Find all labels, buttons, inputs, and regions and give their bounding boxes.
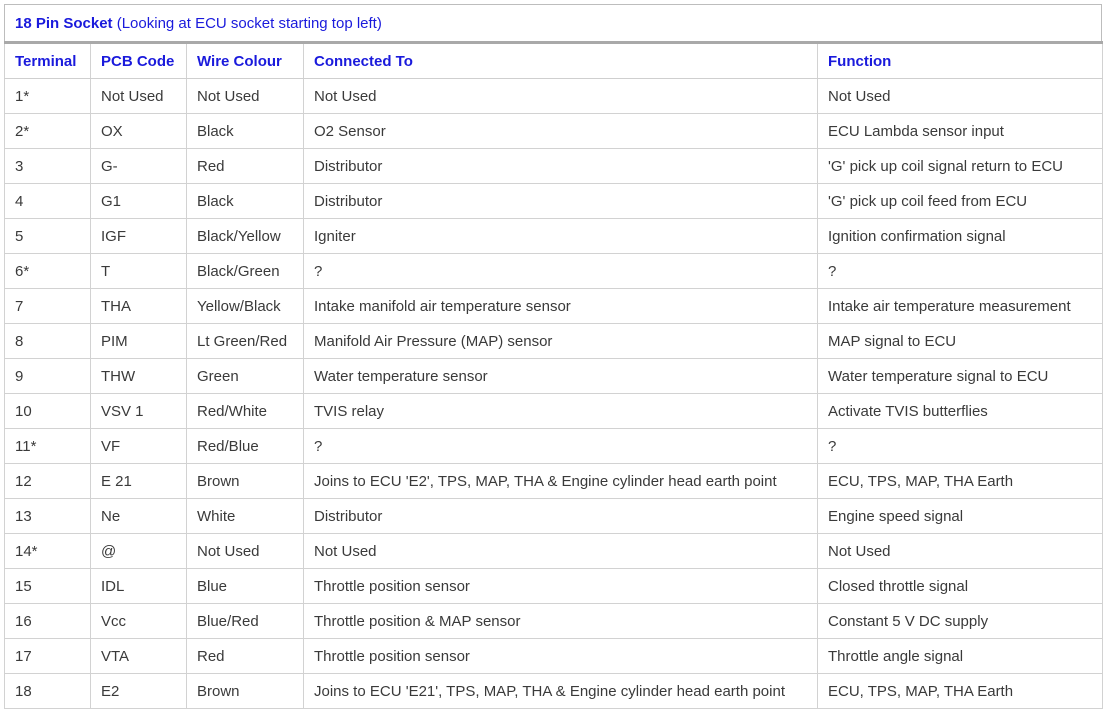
terminal-cell: 14*	[5, 534, 91, 569]
table-row	[5, 429, 1103, 464]
connected-to-cell: Igniter	[304, 219, 818, 254]
function-cell: Not Used	[818, 534, 1103, 569]
connected-to-cell: Not Used	[304, 534, 818, 569]
connected-to-cell: Intake manifold air temperature sensor	[304, 289, 818, 324]
pcb-code-cell: IGF	[91, 219, 187, 254]
pcb-code-cell: Vcc	[91, 604, 187, 639]
pinout-table	[4, 41, 1103, 709]
pcb-code-cell: Ne	[91, 499, 187, 534]
function-cell: ECU, TPS, MAP, THA Earth	[818, 674, 1103, 709]
wire-colour-cell: Red/Blue	[187, 429, 304, 464]
terminal-cell: 15	[5, 569, 91, 604]
pcb-code-cell: OX	[91, 114, 187, 149]
table-row	[5, 359, 1103, 394]
table-row	[5, 394, 1103, 429]
function-cell: Closed throttle signal	[818, 569, 1103, 604]
connected-to-cell: ?	[304, 429, 818, 464]
pcb-code-cell: G-	[91, 149, 187, 184]
pcb-code-cell: Not Used	[91, 79, 187, 114]
table-row	[5, 604, 1103, 639]
table-row	[5, 639, 1103, 674]
connected-to-cell: TVIS relay	[304, 394, 818, 429]
connected-to-cell: Distributor	[304, 149, 818, 184]
terminal-cell: 13	[5, 499, 91, 534]
wire-colour-cell: Red	[187, 149, 304, 184]
pcb-code-cell: G1	[91, 184, 187, 219]
wire-colour-cell: Brown	[187, 674, 304, 709]
pinout-table-container	[4, 4, 1102, 709]
wire-colour-cell: Lt Green/Red	[187, 324, 304, 359]
wire-colour-cell: White	[187, 499, 304, 534]
header-connected-to: Connected To	[304, 43, 818, 79]
wire-colour-cell: Green	[187, 359, 304, 394]
table-row	[5, 289, 1103, 324]
pcb-code-cell: E2	[91, 674, 187, 709]
header-row	[5, 43, 1103, 79]
function-cell: ?	[818, 429, 1103, 464]
pcb-code-cell: THA	[91, 289, 187, 324]
terminal-cell: 5	[5, 219, 91, 254]
terminal-cell: 7	[5, 289, 91, 324]
header-wire-colour: Wire Colour	[187, 43, 304, 79]
function-cell: Not Used	[818, 79, 1103, 114]
pcb-code-cell: VF	[91, 429, 187, 464]
table-caption	[4, 4, 1102, 41]
wire-colour-cell: Black/Green	[187, 254, 304, 289]
function-cell: 'G' pick up coil feed from ECU	[818, 184, 1103, 219]
pcb-code-cell: VTA	[91, 639, 187, 674]
wire-colour-cell: Blue/Red	[187, 604, 304, 639]
table-row	[5, 219, 1103, 254]
terminal-cell: 16	[5, 604, 91, 639]
terminal-cell: 4	[5, 184, 91, 219]
connected-to-cell: Not Used	[304, 79, 818, 114]
connected-to-cell: Throttle position sensor	[304, 569, 818, 604]
table-row	[5, 674, 1103, 709]
caption-subtitle: (Looking at ECU socket starting top left)	[112, 14, 382, 32]
function-cell: MAP signal to ECU	[818, 324, 1103, 359]
table-row	[5, 114, 1103, 149]
function-cell: Water temperature signal to ECU	[818, 359, 1103, 394]
function-cell: Intake air temperature measurement	[818, 289, 1103, 324]
terminal-cell: 10	[5, 394, 91, 429]
wire-colour-cell: Brown	[187, 464, 304, 499]
function-cell: Constant 5 V DC supply	[818, 604, 1103, 639]
terminal-cell: 1*	[5, 79, 91, 114]
terminal-cell: 18	[5, 674, 91, 709]
pcb-code-cell: IDL	[91, 569, 187, 604]
table-row	[5, 79, 1103, 114]
terminal-cell: 3	[5, 149, 91, 184]
function-cell: Throttle angle signal	[818, 639, 1103, 674]
wire-colour-cell: Black	[187, 184, 304, 219]
connected-to-cell: O2 Sensor	[304, 114, 818, 149]
header-function: Function	[818, 43, 1103, 79]
connected-to-cell: Joins to ECU 'E21', TPS, MAP, THA & Engine cylinder head earth point	[304, 674, 818, 709]
connected-to-cell: Throttle position & MAP sensor	[304, 604, 818, 639]
terminal-cell: 6*	[5, 254, 91, 289]
connected-to-cell: Joins to ECU 'E2', TPS, MAP, THA & Engine cylinder head earth point	[304, 464, 818, 499]
wire-colour-cell: Red/White	[187, 394, 304, 429]
function-cell: Engine speed signal	[818, 499, 1103, 534]
terminal-cell: 2*	[5, 114, 91, 149]
connected-to-cell: ?	[304, 254, 818, 289]
function-cell: ?	[818, 254, 1103, 289]
terminal-cell: 9	[5, 359, 91, 394]
table-row	[5, 149, 1103, 184]
wire-colour-cell: Black/Yellow	[187, 219, 304, 254]
function-cell: Activate TVIS butterflies	[818, 394, 1103, 429]
table-row	[5, 534, 1103, 569]
connected-to-cell: Distributor	[304, 499, 818, 534]
header-pcb-code: PCB Code	[91, 43, 187, 79]
wire-colour-cell: Red	[187, 639, 304, 674]
header-terminal: Terminal	[5, 43, 91, 79]
function-cell: Ignition confirmation signal	[818, 219, 1103, 254]
terminal-cell: 8	[5, 324, 91, 359]
terminal-cell: 11*	[5, 429, 91, 464]
pcb-code-cell: PIM	[91, 324, 187, 359]
table-row	[5, 254, 1103, 289]
function-cell: 'G' pick up coil signal return to ECU	[818, 149, 1103, 184]
wire-colour-cell: Not Used	[187, 79, 304, 114]
pcb-code-cell: E 21	[91, 464, 187, 499]
pcb-code-cell: T	[91, 254, 187, 289]
pcb-code-cell: THW	[91, 359, 187, 394]
wire-colour-cell: Blue	[187, 569, 304, 604]
connected-to-cell: Water temperature sensor	[304, 359, 818, 394]
table-row	[5, 569, 1103, 604]
wire-colour-cell: Not Used	[187, 534, 304, 569]
connected-to-cell: Distributor	[304, 184, 818, 219]
connected-to-cell: Throttle position sensor	[304, 639, 818, 674]
function-cell: ECU Lambda sensor input	[818, 114, 1103, 149]
wire-colour-cell: Black	[187, 114, 304, 149]
pcb-code-cell: VSV 1	[91, 394, 187, 429]
function-cell: ECU, TPS, MAP, THA Earth	[818, 464, 1103, 499]
connected-to-cell: Manifold Air Pressure (MAP) sensor	[304, 324, 818, 359]
table-row	[5, 499, 1103, 534]
wire-colour-cell: Yellow/Black	[187, 289, 304, 324]
terminal-cell: 12	[5, 464, 91, 499]
table-row	[5, 184, 1103, 219]
pcb-code-cell: @	[91, 534, 187, 569]
caption-title: 18 Pin Socket	[15, 14, 113, 32]
table-row	[5, 464, 1103, 499]
terminal-cell: 17	[5, 639, 91, 674]
table-row	[5, 324, 1103, 359]
